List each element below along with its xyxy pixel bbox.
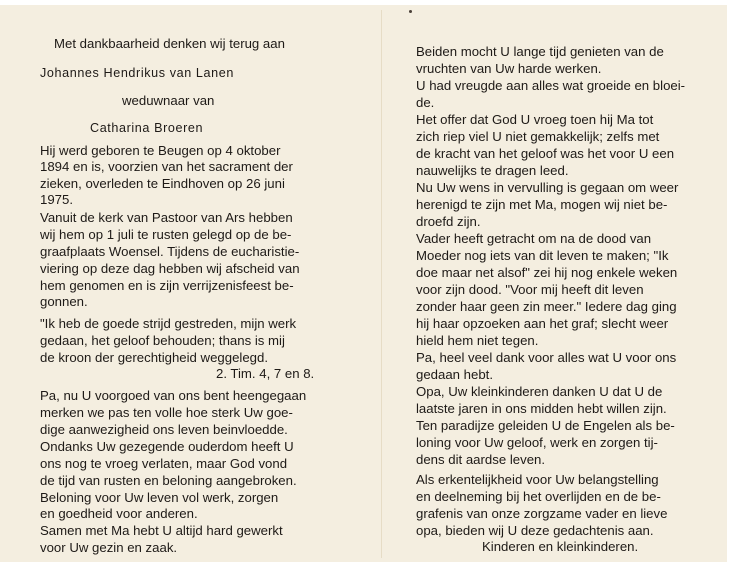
- remembrance-line: vruchten van Uw harde werken.: [416, 61, 602, 76]
- funeral-line: viering op deze dag hebben wij afscheid van: [40, 261, 300, 276]
- remembrance-line: loning voor Uw geloof, werk en zorgen tij-: [416, 435, 658, 450]
- remembrance-line: doe maar net alsof" zei hij nog enkele weken: [416, 265, 678, 280]
- paper-edge-top: [0, 0, 735, 5]
- funeral-line: Vanuit de kerk van Pastoor van Ars hebben: [40, 210, 293, 225]
- remembrance-line: zich riep viel U niet gemakkelijk; zelfs met: [416, 129, 660, 144]
- gratitude-line: Als erkentelijkheid voor Uw belangstelling: [416, 472, 659, 487]
- funeral-line: graafplaats Woensel. Tijdens de eucharistie-: [40, 244, 300, 259]
- remembrance-line: hield hem niet tegen.: [416, 333, 539, 348]
- remembrance-line: Ten paradijze geleiden U de Engelen als be-: [416, 418, 675, 433]
- remembrance-line: de kracht van het geloof was het voor U een: [416, 146, 675, 161]
- remembrance-line: gedaan hebt.: [416, 367, 494, 382]
- tribute-line: en goedheid voor anderen.: [40, 506, 198, 521]
- tribute-line: Beloning voor Uw leven vol werk, zorgen: [40, 490, 279, 505]
- birth-line: 1975.: [40, 192, 74, 207]
- funeral-line: hem genomen en is zijn verrijzenisfeest be-: [40, 278, 294, 293]
- remembrance-line: Beiden mocht U lange tijd genieten van de: [416, 44, 664, 59]
- remembrance-line: laatste jaren in ons midden hebt willen zijn.: [416, 401, 667, 416]
- gratitude-line: en deelneming bij het overlijden en de be-: [416, 489, 661, 504]
- print-speck: [409, 10, 412, 13]
- remembrance-line: droefd zijn.: [416, 214, 481, 229]
- birth-line: zieken, overleden te Eindhoven op 26 juni: [40, 176, 285, 191]
- remembrance-line: Pa, heel veel dank voor alles wat U voor ons: [416, 350, 677, 365]
- tribute-line: Ondanks Uw gezegende ouderdom heeft U: [40, 439, 294, 454]
- remembrance-line: voor zijn dood. "Voor mij heeft dit leven: [416, 282, 644, 297]
- remembrance-line: dens dit aardse leven.: [416, 452, 546, 467]
- tribute-line: merken we pas ten volle hoe sterk Uw goe-: [40, 405, 293, 420]
- tribute-line: Samen met Ma hebt U altijd hard gewerkt: [40, 523, 283, 538]
- paper-edge-right: [727, 0, 735, 568]
- paper-edge-bottom: [0, 562, 735, 568]
- intro-line: Met dankbaarheid denken wij terug aan: [54, 36, 285, 51]
- birth-line: 1894 en is, voorzien van het sacrament der: [40, 159, 293, 174]
- remembrance-line: nauwelijks te dragen leed.: [416, 163, 569, 178]
- remembrance-line: herenigd te zijn met Ma, mogen wij niet be-: [416, 197, 668, 212]
- tribute-line: Pa, nu U voorgoed van ons bent heengegaan: [40, 388, 307, 403]
- funeral-line: wij hem op 1 juli te rusten gelegd op de be-: [40, 227, 292, 242]
- family-signature: Kinderen en kleinkinderen.: [482, 539, 639, 554]
- scripture-quote-line: "Ik heb de goede strijd gestreden, mijn werk: [40, 316, 297, 331]
- deceased-name: Johannes Hendrikus van Lanen: [40, 66, 234, 80]
- remembrance-line: Het offer dat God U vroeg toen hij Ma tot: [416, 112, 654, 127]
- funeral-line: gonnen.: [40, 294, 88, 309]
- remembrance-line: Opa, Uw kleinkinderen danken U dat U de: [416, 384, 663, 399]
- gratitude-line: opa, bieden wij U deze gedachtenis aan.: [416, 523, 654, 538]
- card-fold-line: [381, 10, 382, 558]
- remembrance-line: Nu Uw wens in vervulling is gegaan om weer: [416, 180, 679, 195]
- scripture-reference: 2. Tim. 4, 7 en 8.: [216, 366, 315, 381]
- tribute-line: dige aanwezigheid ons leven beinvloedde.: [40, 422, 288, 437]
- remembrance-line: zonder haar geen zin meer." Iedere dag ging: [416, 299, 677, 314]
- tribute-line: voor Uw gezin en zaak.: [40, 540, 178, 555]
- remembrance-line: Vader heeft getracht om na de dood van: [416, 231, 652, 246]
- birth-line: Hij werd geboren te Beugen op 4 oktober: [40, 143, 281, 158]
- remembrance-line: hij haar opzoeken aan het graf; slecht weer: [416, 316, 669, 331]
- scripture-quote-line: de kroon der gerechtigheid weggelegd.: [40, 350, 269, 365]
- tribute-line: ons nog te vroeg verlaten, maar God vond: [40, 456, 288, 471]
- widower-of-line: weduwnaar van: [122, 93, 215, 108]
- tribute-line: de tijd van rusten en beloning aangebroken.: [40, 473, 297, 488]
- remembrance-line: U had vreugde aan alles wat groeide en bloei-: [416, 78, 686, 93]
- gratitude-line: grafenis van onze zorgzame vader en lieve: [416, 506, 668, 521]
- remembrance-line: de.: [416, 95, 435, 110]
- scripture-quote-line: gedaan, het geloof behouden; thans is mij: [40, 333, 285, 348]
- spouse-name: Catharina Broeren: [90, 121, 204, 135]
- remembrance-line: Moeder nog iets van dit leven te maken; "Ik: [416, 248, 669, 263]
